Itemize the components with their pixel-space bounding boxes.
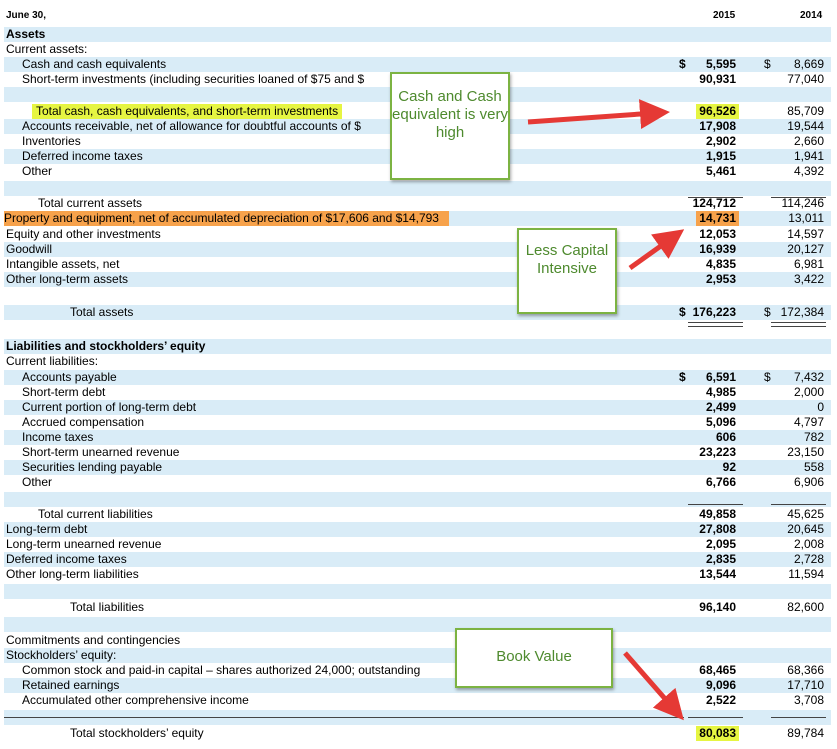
- value-2015: 68,465: [699, 663, 736, 677]
- value-2015: 2,095: [705, 537, 736, 551]
- value-2015: 17,908: [699, 119, 736, 133]
- value-2014: 3,708: [793, 693, 824, 707]
- value-2015: 5,461: [705, 164, 736, 178]
- currency-symbol: $: [679, 57, 686, 71]
- value-2015: 176,223: [692, 305, 736, 319]
- value-2014: 4,392: [793, 164, 824, 178]
- row-label: Commitments and contingencies: [6, 633, 181, 647]
- value-2014: 172,384: [780, 305, 824, 319]
- value-2015: 2,902: [705, 134, 736, 148]
- value-2014: 11,594: [788, 567, 824, 581]
- value-2015: 90,931: [699, 72, 736, 86]
- value-2014: 82,600: [787, 600, 824, 614]
- value-2015: 1,915: [705, 149, 736, 163]
- row-label: Stockholders’ equity:: [6, 648, 117, 662]
- value-2015: 92: [722, 460, 736, 474]
- value-2015: 2,835: [705, 552, 736, 566]
- value-2015: 4,835: [705, 257, 736, 271]
- header-2015: 2015: [713, 10, 736, 21]
- row-label: Accounts payable: [22, 370, 117, 384]
- row-label: Current portion of long-term debt: [22, 400, 197, 414]
- value-2015: 80,083: [696, 726, 739, 741]
- row-label: Common stock and paid-in capital – shares authorized 24,000; outstanding: [22, 663, 421, 677]
- value-2014: 4,797: [793, 415, 824, 429]
- row-label: Intangible assets, net: [6, 257, 120, 271]
- callout-cash: Cash and Cash equivalent is very high: [390, 72, 510, 180]
- row-label: Liabilities and stockholders’ equity: [6, 339, 206, 353]
- row-label: Equity and other investments: [6, 227, 161, 241]
- row-label: Inventories: [22, 134, 81, 148]
- row-label: Other long-term liabilities: [6, 567, 139, 581]
- row-label: Property and equipment, net of accumulated depreciation of $17,606 and $14,793: [4, 211, 449, 226]
- callout-book: Book Value: [455, 628, 613, 688]
- value-2015: 2,522: [705, 693, 736, 707]
- row-label: Total current assets: [38, 196, 143, 210]
- row-label: Assets: [6, 27, 46, 41]
- value-2014: 77,040: [787, 72, 824, 86]
- value-2015: 49,858: [699, 507, 736, 521]
- value-2015: 9,096: [705, 678, 736, 692]
- row-label: Accrued compensation: [22, 415, 145, 429]
- row-label: Other: [22, 475, 53, 489]
- row-label: Total current liabilities: [38, 507, 153, 521]
- value-2014: 2,000: [793, 385, 824, 399]
- value-2014: 89,784: [787, 726, 824, 740]
- currency-symbol: $: [764, 370, 771, 384]
- value-2015: 2,499: [705, 400, 736, 414]
- arrow-book: [625, 653, 674, 709]
- value-2015: 16,939: [699, 242, 736, 256]
- value-2014: 19,544: [787, 119, 824, 133]
- value-2015: 27,808: [699, 522, 736, 536]
- value-2014: 3,422: [793, 272, 824, 286]
- row-label: Short-term unearned revenue: [22, 445, 180, 459]
- arrow-capital: [630, 238, 672, 268]
- value-2015: 606: [715, 430, 736, 444]
- value-2014: 14,597: [787, 227, 824, 241]
- value-2015: 124,712: [692, 196, 736, 210]
- value-2015: 13,544: [699, 567, 736, 581]
- value-2014: 23,150: [787, 445, 824, 459]
- currency-symbol: $: [679, 305, 686, 319]
- row-label: Total assets: [70, 305, 134, 319]
- value-2015: 12,053: [699, 227, 736, 241]
- header-2014: 2014: [800, 10, 823, 21]
- row-label: Cash and cash equivalents: [22, 57, 167, 71]
- row-label: Other long-term assets: [6, 272, 129, 286]
- value-2014: 558: [803, 460, 824, 474]
- row-label: Short-term investments (including securities loaned of $75 and $: [22, 72, 365, 86]
- row-label: Accounts receivable, net of allowance for doubtful accounts of $: [22, 119, 361, 133]
- value-2014: 2,008: [793, 537, 824, 551]
- row-label: Current liabilities:: [6, 354, 99, 368]
- value-2014: 17,710: [787, 678, 824, 692]
- value-2014: 85,709: [787, 104, 824, 118]
- value-2014: 1,941: [793, 149, 824, 163]
- arrow-cash: [528, 113, 655, 122]
- row-label: Short-term debt: [22, 385, 106, 399]
- value-2014: 68,366: [787, 663, 824, 677]
- value-2014: 6,906: [793, 475, 824, 489]
- row-label: Goodwill: [6, 242, 53, 256]
- value-2015: 5,096: [705, 415, 736, 429]
- value-2015: 4,985: [705, 385, 736, 399]
- row-label: Long-term debt: [6, 522, 88, 536]
- currency-symbol: $: [679, 370, 686, 384]
- row-label: Deferred income taxes: [6, 552, 127, 566]
- value-2014: 6,981: [793, 257, 824, 271]
- row-label: Income taxes: [22, 430, 94, 444]
- value-2015: 23,223: [699, 445, 736, 459]
- value-2015: 14,731: [696, 211, 739, 226]
- value-2014: 13,011: [788, 211, 824, 225]
- row-label: Deferred income taxes: [22, 149, 143, 163]
- value-2014: 20,645: [787, 522, 824, 536]
- row-label: Long-term unearned revenue: [6, 537, 162, 551]
- value-2014: 0: [817, 400, 824, 414]
- value-2015: 6,591: [705, 370, 736, 384]
- row-label: Total stockholders’ equity: [70, 726, 204, 740]
- value-2015: 2,953: [705, 272, 736, 286]
- value-2014: 2,660: [793, 134, 824, 148]
- row-label: Other: [22, 164, 53, 178]
- row-label: Retained earnings: [22, 678, 120, 692]
- currency-symbol: $: [764, 305, 771, 319]
- header-date: June 30,: [6, 10, 47, 21]
- value-2014: 2,728: [793, 552, 824, 566]
- row-label: Securities lending payable: [22, 460, 163, 474]
- value-2014: 114,246: [781, 196, 824, 210]
- currency-symbol: $: [764, 57, 771, 71]
- callout-capital: Less Capital Intensive: [517, 228, 617, 314]
- value-2015: 96,526: [696, 104, 739, 119]
- row-label: Total liabilities: [70, 600, 145, 614]
- row-label: Accumulated other comprehensive income: [22, 693, 249, 707]
- value-2015: 5,595: [705, 57, 736, 71]
- row-label: Total cash, cash equivalents, and short-term investments: [32, 104, 342, 119]
- value-2014: 45,625: [787, 507, 824, 521]
- value-2014: 7,432: [793, 370, 824, 384]
- value-2014: 8,669: [793, 57, 824, 71]
- value-2015: 96,140: [699, 600, 736, 614]
- value-2014: 782: [803, 430, 824, 444]
- value-2015: 6,766: [705, 475, 736, 489]
- value-2014: 20,127: [787, 242, 824, 256]
- row-label: Current assets:: [6, 42, 88, 56]
